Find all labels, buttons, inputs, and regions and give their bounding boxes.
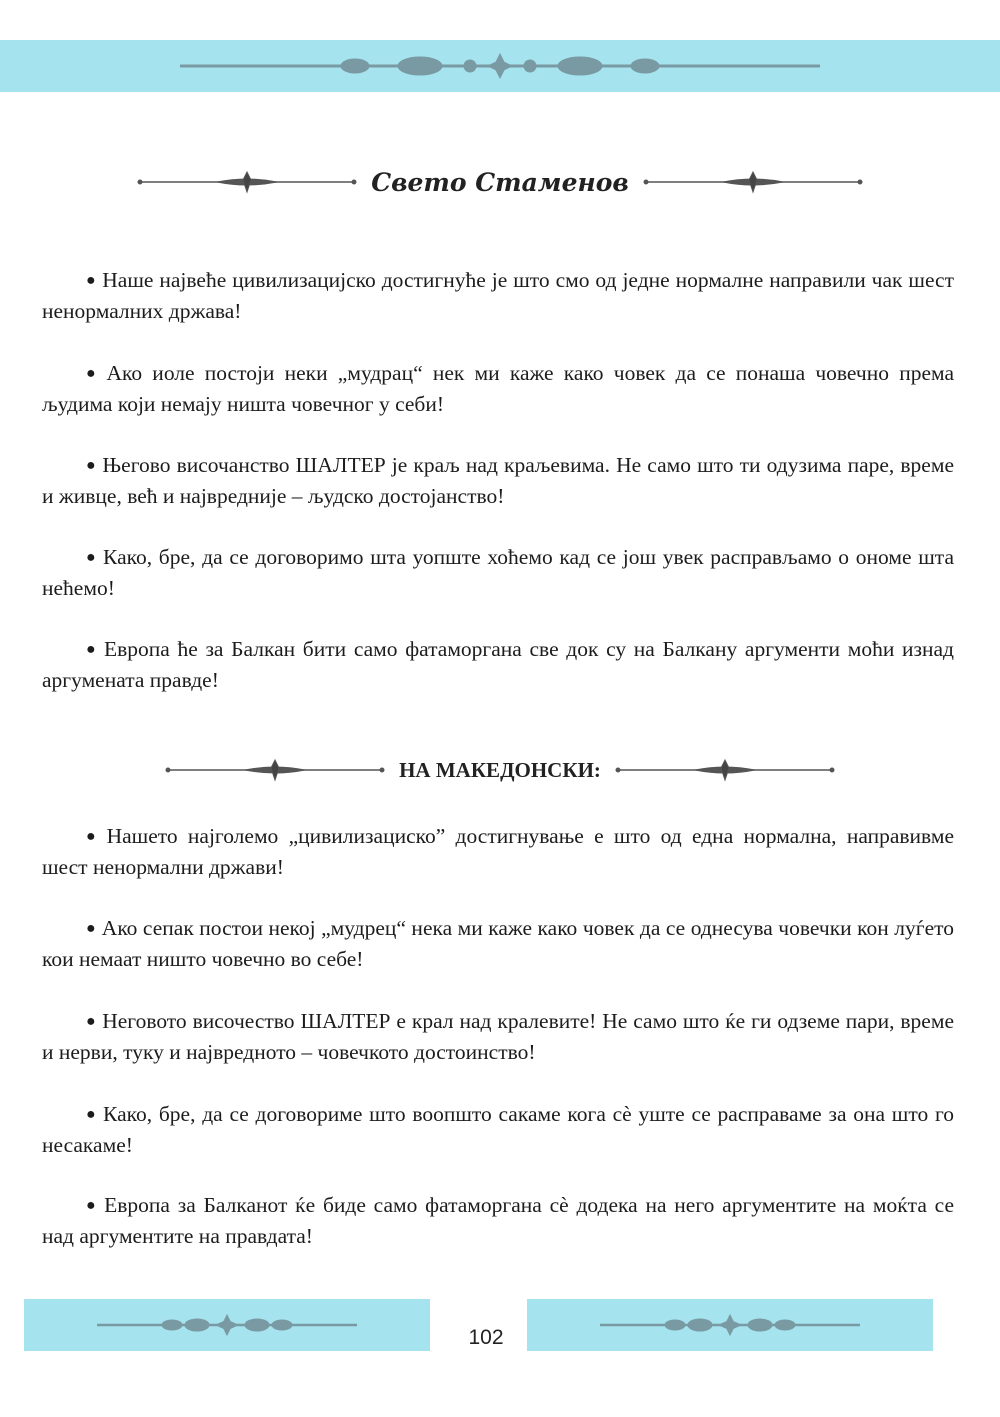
ornament-divider-icon — [97, 1313, 357, 1337]
bullet-icon: ● — [86, 457, 97, 474]
quote-paragraph — [42, 358, 954, 419]
bullet-icon: ● — [86, 1013, 97, 1030]
quote-paragraph — [42, 1099, 954, 1160]
quote-paragraph — [42, 634, 954, 695]
quote-text: Његово височанство ШАЛТЕР је краљ над краљевима. Не само што ти одузима паре, време и живце, већ и највредније – људско достојанство! — [42, 453, 954, 508]
quote-text: Европа ће за Балкан бити само фатаморгана све док су на Балкану аргументи моћи изнад аргумената правде! — [42, 637, 954, 692]
author-name: Свето Стаменов — [371, 167, 629, 197]
quote-text: Ако сепак постои некој „мудрец“ нека ми каже како човек да се однесува човечки кон луѓето кои немаат ништо човечно во себе! — [42, 916, 954, 971]
bullet-icon: ● — [86, 920, 96, 937]
bullet-icon: ● — [86, 828, 101, 845]
quote-text: Нашето најголемо „цивилизациско” достигнување е што од една нормална, направивме шест ненормални држави! — [42, 824, 954, 879]
quote-paragraph — [42, 1006, 954, 1067]
ornament-divider-icon — [600, 1313, 860, 1337]
bullet-icon: ● — [86, 272, 97, 289]
section-title: НА МАКЕДОНСКИ: — [399, 757, 601, 782]
quote-paragraph — [42, 1190, 954, 1251]
page-number: 102 — [468, 1326, 504, 1349]
quote-paragraph — [42, 913, 954, 974]
ornament-divider-icon — [180, 51, 820, 81]
quote-text: Ако иоле постоји неки „мудрац“ нек ми каже како човек да се понаша човечно према људима који немају ништа човечног у себи! — [42, 361, 954, 416]
quote-paragraph — [42, 450, 954, 511]
quote-text: Како, бре, да се договориме што воопшто сакаме кога сè уште се расправаме за она што го несакаме! — [42, 1102, 954, 1157]
quote-text: Наше највеће цивилизацијско достигнуће је што смо од једне нормалне направили чак шест ненормалних држава! — [42, 268, 954, 323]
bullet-icon: ● — [86, 1106, 98, 1123]
bullet-icon: ● — [86, 641, 98, 658]
flourish-left-icon — [137, 170, 357, 194]
footer-band-left — [24, 1299, 430, 1351]
flourish-left-icon — [165, 758, 385, 782]
quote-paragraph — [42, 821, 954, 882]
quote-paragraph — [42, 265, 954, 326]
flourish-right-icon — [615, 758, 835, 782]
quote-text: Како, бре, да се договоримо шта уопште хоћемо кад се још увек расправљамо о ономе шта нећемо! — [42, 545, 954, 600]
quote-text: Неговото височество ШАЛТЕР е крал над кралевите! Не само што ќе ги одземе пари, време и нерви, туку и највредното – човечкото достоинство! — [42, 1009, 954, 1064]
header-band — [0, 40, 1000, 92]
bullet-icon: ● — [86, 549, 98, 566]
quote-text: Европа за Балканот ќе биде само фатаморгана сè додека на него аргументите на моќта се над аргументите на правдата! — [42, 1193, 955, 1248]
quote-paragraph — [42, 542, 954, 603]
bullet-icon: ● — [86, 365, 101, 382]
footer-band-right — [527, 1299, 933, 1351]
bullet-icon: ● — [86, 1197, 99, 1214]
macedonian-section-heading — [0, 750, 1000, 790]
author-heading — [0, 162, 1000, 202]
flourish-right-icon — [643, 170, 863, 194]
